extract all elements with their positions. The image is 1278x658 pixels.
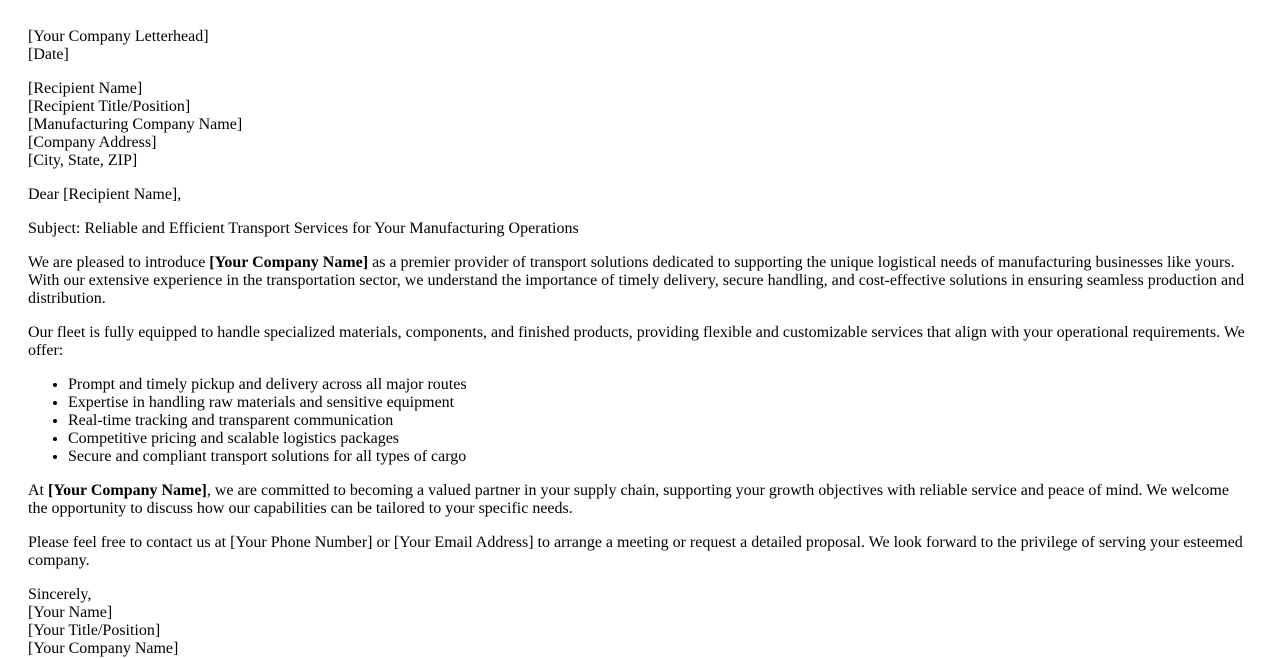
date-line: [Date] — [28, 46, 69, 63]
closing-name-line: [Your Name] — [28, 604, 113, 621]
recipient-block — [28, 80, 1248, 170]
recipient-address-line: [Company Address] — [28, 134, 157, 151]
recipient-city-line: [City, State, ZIP] — [28, 152, 138, 169]
commitment-text-end: , we are committed to becoming a valued partner in your supply chain, supporting your growth objectives with reliable service and peace of mind. We welcome the opportunity to discuss how our capabilities can be tailored to your specific needs. — [28, 482, 1229, 517]
recipient-name-line: [Recipient Name] — [28, 80, 143, 97]
list-item: • Secure and compliant transport solutions for all types of cargo — [68, 448, 1248, 466]
intro-paragraph — [28, 254, 1248, 308]
list-item: • Competitive pricing and scalable logistics packages — [68, 430, 1248, 448]
commitment-text-start: At — [28, 482, 48, 499]
company-name-bold: [Your Company Name] — [48, 482, 207, 499]
recipient-title-line: [Recipient Title/Position] — [28, 98, 191, 115]
company-name-bold: [Your Company Name] — [209, 254, 369, 271]
intro-text-start: We are pleased to introduce — [28, 254, 210, 271]
list-item: • Prompt and timely pickup and delivery across all major routes — [68, 376, 1248, 394]
list-item: • Real-time tracking and transparent communication — [68, 412, 1248, 430]
intro-text-end: as a premier provider of transport solutions dedicated to supporting the unique logistical needs of manufacturing businesses like yours. With our extensive experience in the transportation sector, we understand the importance of timely delivery, secure handling, and cost-effective solutions in ensuring seamless production and distribution. — [28, 254, 1245, 307]
letterhead-line: [Your Company Letterhead] — [28, 28, 209, 45]
commitment-paragraph — [28, 482, 1248, 518]
recipient-company-line: [Manufacturing Company Name] — [28, 116, 243, 133]
contact-paragraph: Please feel free to contact us at [Your Phone Number] or [Your Email Address] to arrange a meeting or request a detailed proposal. We look forward to the privilege of serving your esteemed company. — [28, 534, 1243, 569]
closing-sincerely-line: Sincerely, — [28, 586, 92, 603]
letterhead-block — [28, 28, 1248, 64]
subject-line: Subject: Reliable and Efficient Transport Services for Your Manufacturing Operations — [28, 220, 579, 237]
closing-block — [28, 586, 1248, 658]
fleet-paragraph: Our fleet is fully equipped to handle specialized materials, components, and finished products, providing flexible and customizable services that align with your operational requirements. We offer: — [28, 324, 1245, 359]
list-item: • Expertise in handling raw materials and sensitive equipment — [68, 394, 1248, 412]
services-list — [28, 376, 1248, 466]
salutation: Dear [Recipient Name], — [28, 186, 182, 203]
closing-title-line: [Your Title/Position] — [28, 622, 161, 639]
closing-company-line: [Your Company Name] — [28, 640, 179, 657]
